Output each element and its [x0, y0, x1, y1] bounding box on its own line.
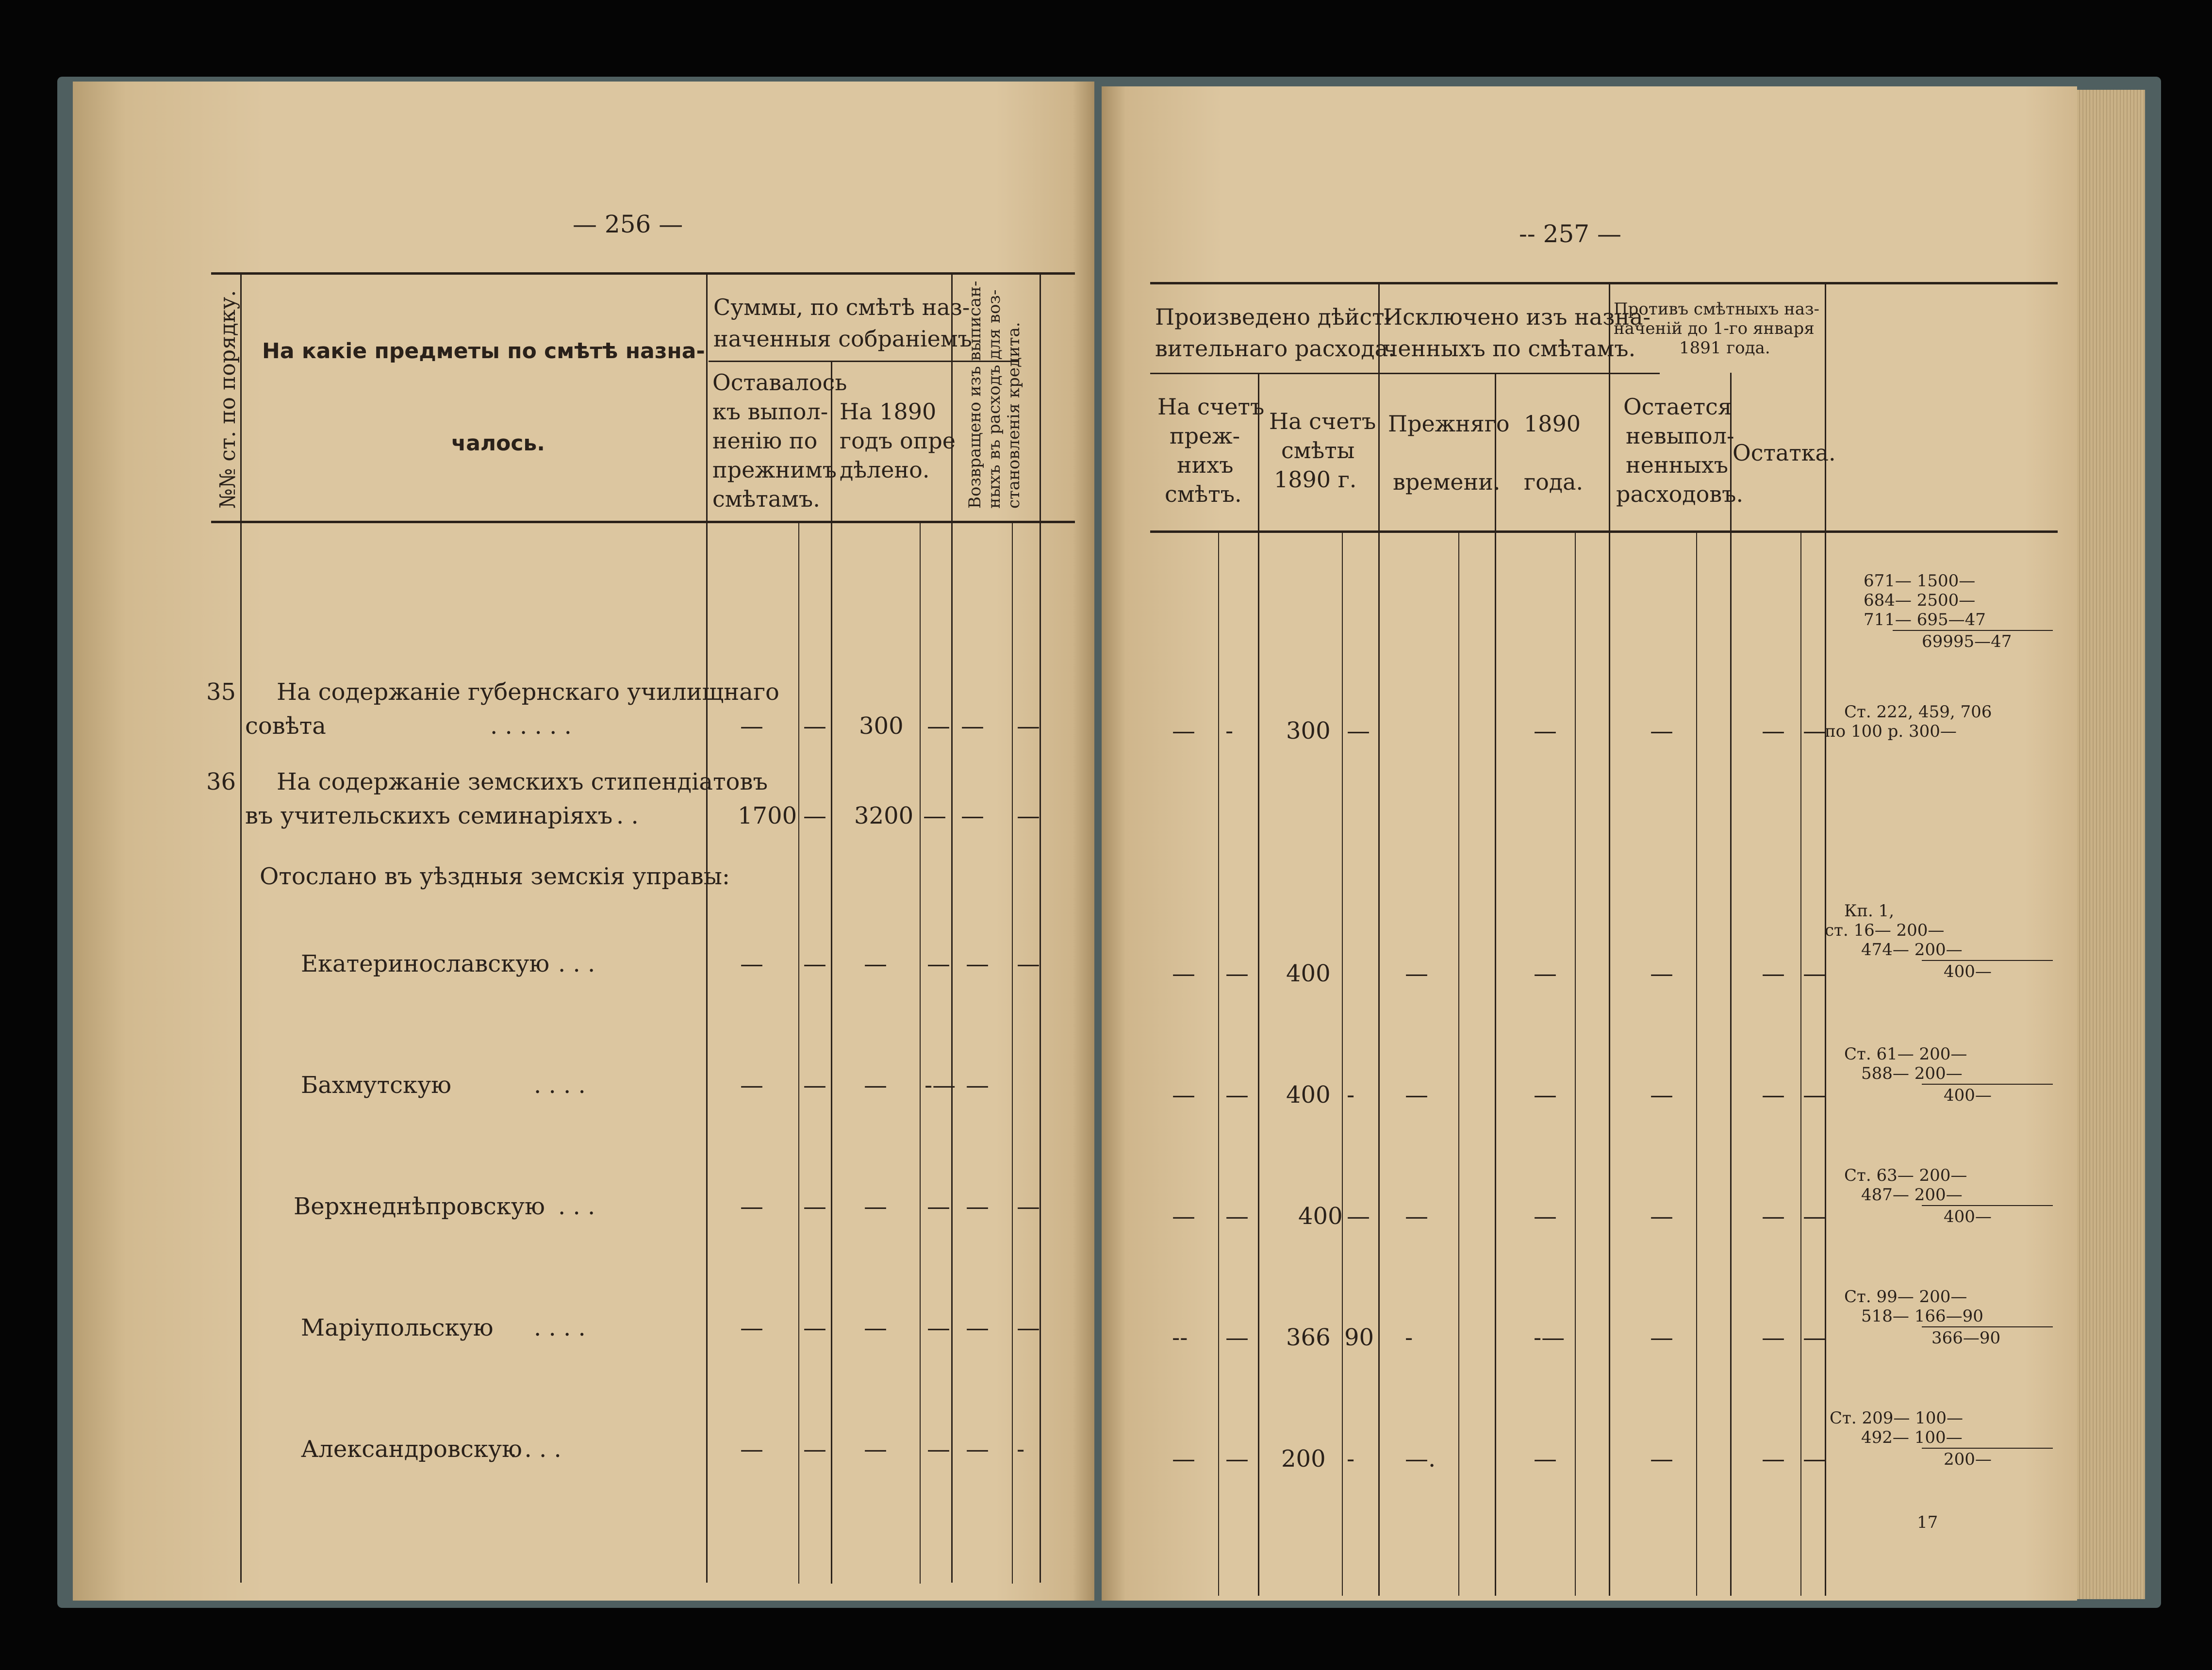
returned-header-l3: становленія кредита.: [1004, 322, 1023, 509]
top-rule: [211, 272, 1075, 275]
district-name: Верхнеднѣпровскую: [294, 1193, 545, 1220]
row-text-line2: въ учительскихъ семинаріяхъ: [245, 802, 613, 829]
assigned-value: 300: [859, 712, 904, 740]
remaining-header-l4: прежнимъ: [712, 457, 837, 483]
row-number: 35: [206, 678, 236, 706]
row-text-line1: На содержаніе губернскаго училищнаго: [277, 678, 779, 706]
amount-value: 366: [1286, 1324, 1331, 1351]
row-dots: . . . . . .: [490, 712, 572, 740]
signature-mark: 17: [1917, 1513, 1938, 1532]
subject-header-line2: чалось.: [451, 431, 545, 456]
amount-value: 400: [1286, 1081, 1331, 1108]
sums-header-line1: Суммы, по смѣтѣ наз-: [713, 294, 970, 320]
amount-value: 400: [1286, 960, 1331, 987]
district-name: Бахмутскую: [301, 1072, 452, 1099]
left-page: — 256 — №№ ст. по порядку. На какіе предметы по смѣтѣ назна- чалось. Суммы, по смѣтѣ наз- наченныя собраніемъ Оставалось къ выпол- ненію по прежнимъ смѣтамъ. На 1890 годъ опре дѣлено. Возвращено изъ выписан- ныхъ въ расходъ для воз- становленія кредита. 35 На содержаніе губернскаго училищнаго совѣта . . . . . . — — 300 — — — 36 На содержаніе земскихъ стипендіатовъ въ учительскихъ семинаріяхъ . . 1700 — 3200 — — — Отослано въ уѣздныя земскія управы: Екатеринославскую . . . — — — — — — Бахмутскую . . . . — — — -— — Верхнеднѣпровскую . . . — — — — — — Маріупольскую . . . . — — — — — — Александровскую . . . . — — — — — -: [73, 82, 1094, 1601]
assigned-1890-header-l1: На 1890: [840, 398, 937, 425]
district-name: Маріупольскую: [301, 1314, 494, 1341]
remaining-header-l2: къ выпол-: [712, 398, 828, 425]
returned-header-l2: ныхъ въ расходъ для воз-: [985, 289, 1004, 509]
amount-kopecks: 90: [1344, 1324, 1374, 1351]
remaining-header-l3: ненію по: [712, 428, 818, 454]
amount-value: 200: [1281, 1445, 1326, 1472]
row-number: 36: [206, 768, 236, 795]
row-text-line1: На содержаніе земскихъ стипендіатовъ: [277, 768, 768, 795]
row-text-line2: совѣта: [245, 712, 326, 740]
right-page: -- 257 — Произведено дѣйст- вительнаго расхода. Исключено изъ назна- ченныхъ по смѣтамъ. Противъ смѣтныхъ наз- наченій до 1-го января 1891 года. На счетъ преж- нихъ смѣтъ. На счетъ смѣты 1890 г. Прежняго времени. 1890 года. Остается невыпол- ненныхъ расходовъ. Остатка. 671— 1500— 684— 2500— 711— 695—47 69995—47 — - 300 — — — — — Ст. 222, 459, 706 по 100 р. 300— — — 400 — — — — — Кп. 1, ст. 16— 200— 474— 200— 400— — — 400 - — — — — — Ст. 61— 200— 588— 200— 400— — — 400 — — — — — — Ст. 63— 200— 487— 200— 400— -- — 366 90 - -— — — — Ст. 99— 200— 518— 166—90 366—90 — — 200 - —. — — — — Ст. 209— 100— 492— 100— 200— 17: [1102, 86, 2077, 1601]
assigned-1890-header-l3: дѣлено.: [840, 457, 930, 483]
page-number: -- 257 —: [1519, 220, 1622, 248]
row-dots: . .: [616, 802, 639, 829]
balance-header: Остатка.: [1733, 440, 1836, 466]
district-name: Александровскую: [301, 1436, 522, 1463]
assigned-value: 3200: [854, 802, 914, 829]
header-rule: [211, 521, 1075, 523]
remaining-value: 1700: [738, 802, 797, 829]
assigned-1890-header-l2: годъ опре: [840, 428, 956, 454]
number-column-header: №№ ст. по порядку.: [215, 290, 240, 509]
subject-header-line1: На какіе предметы по смѣтѣ назна-: [262, 339, 705, 364]
page-edges: [2077, 90, 2145, 1599]
sums-header-line2: наченныя собраніемъ: [713, 326, 972, 352]
district-name: Екатеринославскую: [301, 950, 550, 977]
returned-header-l1: Возвращено изъ выписан-: [965, 281, 985, 509]
page-number: — 256 —: [573, 210, 683, 238]
sent-to-heading: Отослано въ уѣздныя земскія управы:: [260, 863, 730, 890]
remaining-header-l5: смѣтамъ.: [712, 486, 820, 512]
remaining-header-l1: Оставалось: [712, 369, 847, 396]
amount-value: 400: [1298, 1203, 1343, 1230]
amount-value: 300: [1286, 717, 1331, 744]
